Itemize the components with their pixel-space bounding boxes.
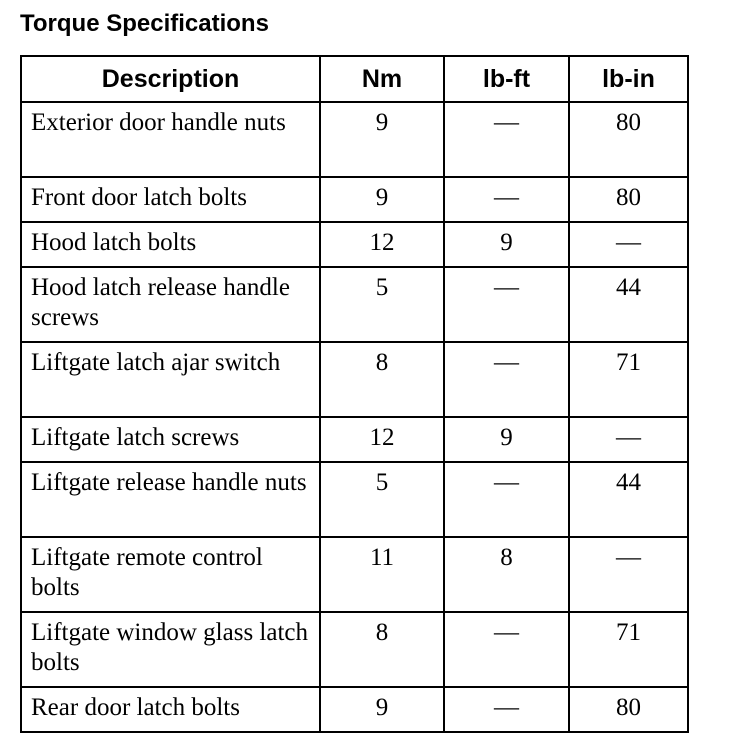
column-header-description: Description (21, 56, 320, 102)
cell-lbin: 71 (569, 342, 688, 417)
cell-nm: 8 (320, 612, 444, 687)
cell-description: Exterior door handle nuts (21, 102, 320, 177)
cell-description: Liftgate remote control bolts (21, 537, 320, 612)
table-row (21, 417, 688, 462)
cell-lbin: — (569, 537, 688, 612)
page-title: Torque Specifications (20, 10, 269, 37)
torque-spec-table (20, 55, 689, 733)
table-row (21, 687, 688, 732)
table-row (21, 102, 688, 177)
cell-nm: 11 (320, 537, 444, 612)
cell-lbin: — (569, 417, 688, 462)
cell-lbft: — (444, 102, 569, 177)
cell-lbin: 80 (569, 687, 688, 732)
cell-description: Liftgate release handle nuts (21, 462, 320, 537)
cell-lbft: — (444, 342, 569, 417)
cell-lbin: 80 (569, 177, 688, 222)
cell-lbin: 44 (569, 462, 688, 537)
table-row (21, 537, 688, 612)
table-row (21, 267, 688, 342)
cell-description: Hood latch release handle screws (21, 267, 320, 342)
cell-lbft: 9 (444, 417, 569, 462)
table-header-row (21, 56, 688, 102)
cell-lbft: — (444, 267, 569, 342)
cell-nm: 12 (320, 417, 444, 462)
cell-description: Liftgate latch ajar switch (21, 342, 320, 417)
table-row (21, 342, 688, 417)
cell-lbft: 8 (444, 537, 569, 612)
cell-nm: 5 (320, 267, 444, 342)
column-header-nm: Nm (320, 56, 444, 102)
cell-description: Liftgate window glass latch bolts (21, 612, 320, 687)
table-row (21, 462, 688, 537)
table-row (21, 612, 688, 687)
table-row (21, 177, 688, 222)
cell-lbft: — (444, 687, 569, 732)
cell-description: Rear door latch bolts (21, 687, 320, 732)
cell-nm: 9 (320, 102, 444, 177)
cell-lbft: — (444, 177, 569, 222)
table-row (21, 222, 688, 267)
cell-lbin: — (569, 222, 688, 267)
cell-description: Hood latch bolts (21, 222, 320, 267)
cell-nm: 8 (320, 342, 444, 417)
cell-nm: 12 (320, 222, 444, 267)
cell-lbft: — (444, 612, 569, 687)
cell-lbft: 9 (444, 222, 569, 267)
cell-nm: 9 (320, 687, 444, 732)
column-header-lbin: lb-in (569, 56, 688, 102)
cell-description: Front door latch bolts (21, 177, 320, 222)
cell-lbft: — (444, 462, 569, 537)
column-header-lbft: lb-ft (444, 56, 569, 102)
cell-lbin: 80 (569, 102, 688, 177)
cell-nm: 9 (320, 177, 444, 222)
cell-description: Liftgate latch screws (21, 417, 320, 462)
cell-nm: 5 (320, 462, 444, 537)
cell-lbin: 44 (569, 267, 688, 342)
cell-lbin: 71 (569, 612, 688, 687)
